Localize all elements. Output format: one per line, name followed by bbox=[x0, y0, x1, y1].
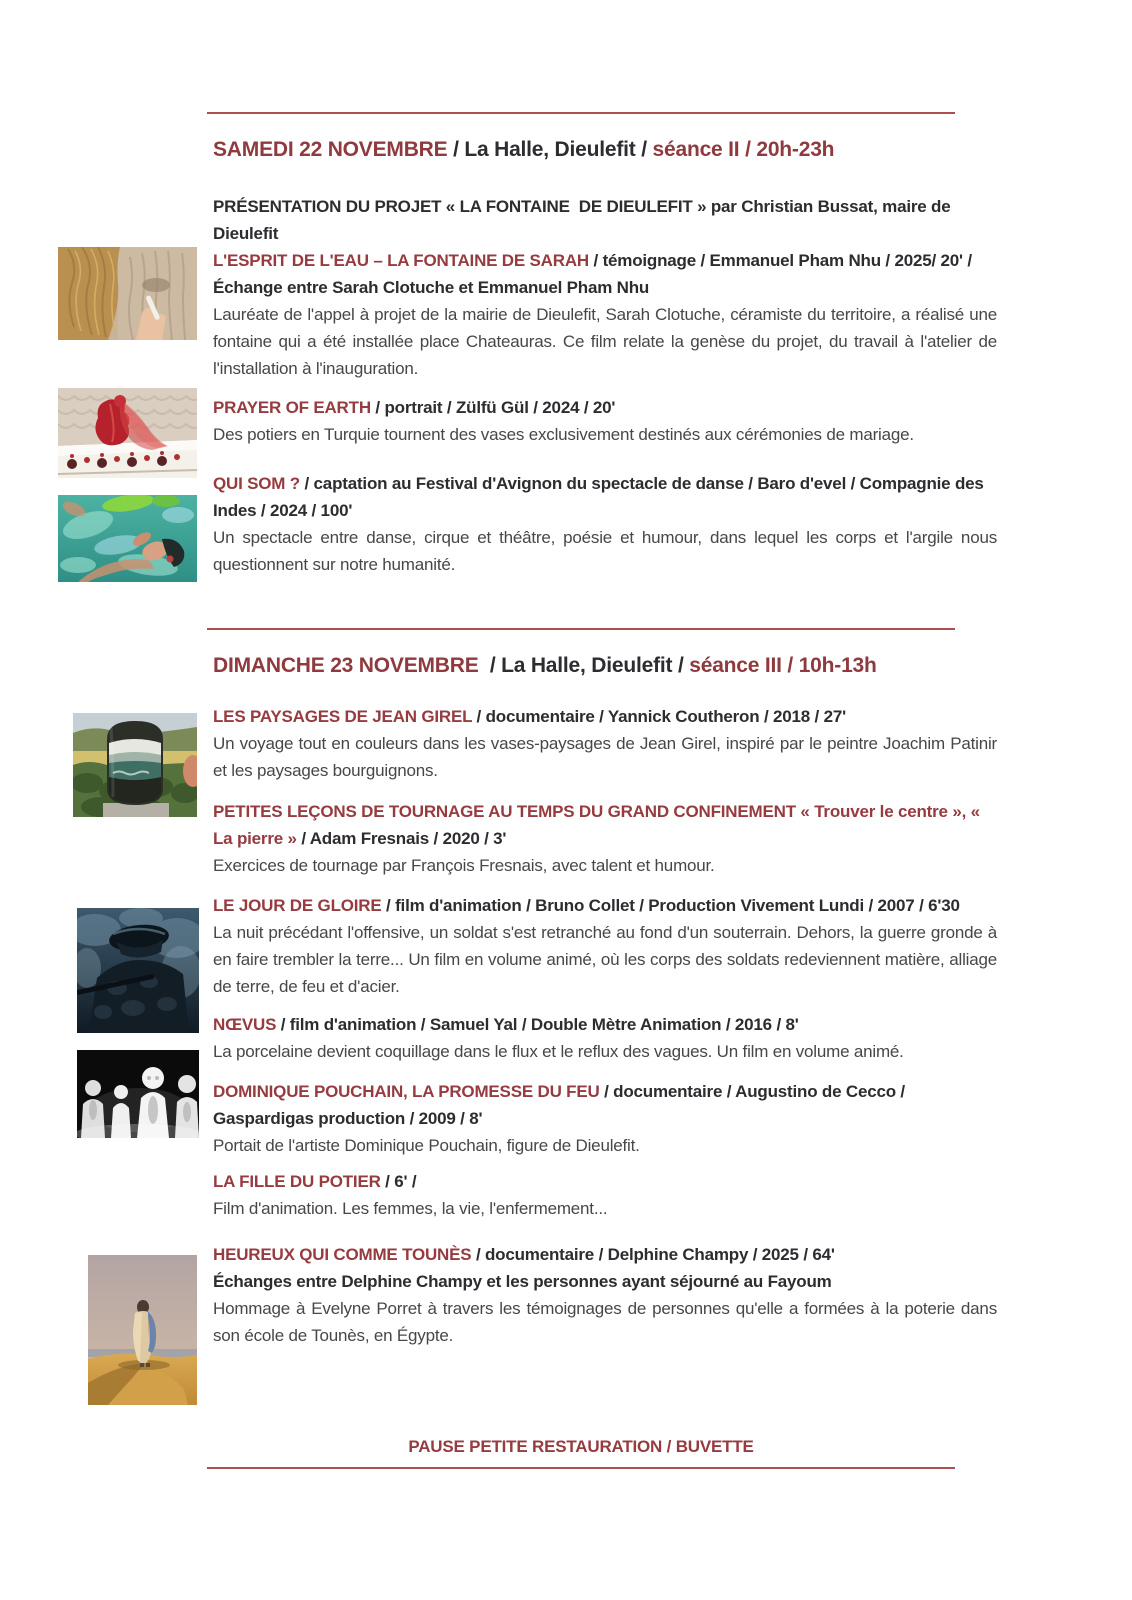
entry-meta: / film d'animation / Bruno Collet / Production Vivement Lundi / 2007 / 6'30 bbox=[381, 896, 960, 915]
film-entry-fille-du-potier bbox=[213, 1168, 997, 1222]
section-saturday bbox=[213, 112, 997, 628]
sunday-date: DIMANCHE 23 NOVEMBRE bbox=[213, 654, 479, 677]
thumbnail-qui-som bbox=[58, 495, 197, 582]
pause-buvette-label: PAUSE PETITE RESTAURATION / BUVETTE bbox=[408, 1437, 754, 1456]
entry-title: L'ESPRIT DE L'EAU – LA FONTAINE DE SARAH bbox=[213, 251, 589, 270]
saturday-session: séance II / 20h-23h bbox=[652, 138, 835, 161]
section-divider-top bbox=[207, 112, 955, 114]
thumbnail-heureux-tounes bbox=[88, 1255, 197, 1405]
entry-title: DOMINIQUE POUCHAIN, LA PROMESSE DU FEU bbox=[213, 1082, 600, 1101]
entry-meta: / témoignage / Emmanuel Pham Nhu / 2025/ 20' / Échange entre Sarah Clotuche et Emmanuel Pham Nhu bbox=[213, 251, 977, 297]
entry-meta: / documentaire / Delphine Champy / 2025 / 64' bbox=[471, 1245, 835, 1264]
film-entry-qui-som bbox=[213, 470, 997, 578]
entry-title: HEUREUX QUI COMME TOUNÈS bbox=[213, 1245, 472, 1264]
entry-title: QUI SOM ? bbox=[213, 474, 300, 493]
film-entry-paysages-jean-girel bbox=[213, 703, 997, 784]
thumbnail-jour-de-gloire bbox=[77, 908, 199, 1033]
entry-title: LES PAYSAGES DE JEAN GIREL bbox=[213, 707, 473, 726]
entry-title: PRAYER OF EARTH bbox=[213, 398, 371, 417]
entry-description: Un voyage tout en couleurs dans les vases-paysages de Jean Girel, inspiré par le peintre Joachim Patinir et les paysages bourguignons. bbox=[213, 734, 997, 780]
entry-meta: / Adam Fresnais / 2020 / 3' bbox=[296, 829, 507, 848]
thumbnail-noevus bbox=[77, 1050, 199, 1138]
entry-title: LA FILLE DU POTIER bbox=[213, 1172, 381, 1191]
sunday-venue: / La Halle, Dieulefit / bbox=[478, 654, 690, 677]
film-entry-noevus bbox=[213, 1011, 997, 1065]
film-entry-prayer-of-earth bbox=[213, 394, 997, 448]
entry-description: Portait de l'artiste Dominique Pouchain, figure de Dieulefit. bbox=[213, 1136, 640, 1155]
saturday-venue: / La Halle, Dieulefit / bbox=[447, 138, 653, 161]
sunday-heading bbox=[213, 652, 997, 679]
entry-meta: / captation au Festival d'Avignon du spectacle de danse / Baro d'evel / Compagnie des Indes / 2024 / 100' bbox=[213, 474, 989, 520]
entry-title: NŒVUS bbox=[213, 1015, 277, 1034]
entry-description: Hommage à Evelyne Porret à travers les témoignages de personnes qu'elle a formées à la poterie dans son école de Tounès, en Égypte. bbox=[213, 1299, 997, 1345]
saturday-heading bbox=[213, 136, 997, 163]
saturday-date: SAMEDI 22 NOVEMBRE bbox=[213, 138, 448, 161]
entry-description: Exercices de tournage par François Fresnais, avec talent et humour. bbox=[213, 856, 715, 875]
entry-description: Des potiers en Turquie tournent des vases exclusivement destinés aux cérémonies de mariage. bbox=[213, 425, 914, 444]
film-entry-jour-de-gloire bbox=[213, 892, 997, 1000]
thumbnail-esprit-de-leau bbox=[58, 247, 197, 340]
film-entry-heureux-tounes bbox=[213, 1241, 997, 1349]
section-divider-bottom bbox=[207, 1467, 955, 1469]
program-content bbox=[213, 0, 997, 1469]
entry-meta: / documentaire / Yannick Coutheron / 2018 / 27' bbox=[472, 707, 846, 726]
entry-description: Film d'animation. Les femmes, la vie, l'enfermement... bbox=[213, 1199, 608, 1218]
thumbnail-paysages-jean-girel bbox=[73, 713, 197, 817]
section-divider-middle bbox=[207, 628, 955, 630]
entry-description: Un spectacle entre danse, cirque et théâtre, poésie et humour, dans lequel les corps et l'argile nous questionnent sur notre humanité. bbox=[213, 528, 997, 574]
film-entry-presentation bbox=[213, 193, 997, 247]
entry-subtitle: Échanges entre Delphine Champy et les personnes ayant séjourné au Fayoum bbox=[213, 1272, 832, 1291]
entry-meta: PRÉSENTATION DU PROJET « LA FONTAINE DE DIEULEFIT » par Christian Bussat, maire de Dieulefit bbox=[213, 197, 956, 243]
entry-meta: / film d'animation / Samuel Yal / Double Mètre Animation / 2016 / 8' bbox=[276, 1015, 799, 1034]
entry-description: La porcelaine devient coquillage dans le flux et le reflux des vagues. Un film en volume animé. bbox=[213, 1042, 904, 1061]
film-entry-esprit-de-leau bbox=[213, 247, 997, 382]
entry-title: LE JOUR DE GLOIRE bbox=[213, 896, 382, 915]
film-entry-petites-lecons bbox=[213, 798, 997, 879]
entry-title: PETITES LEÇONS DE TOURNAGE AU TEMPS DU GRAND CONFINEMENT « Trouver le centre », « La pierre » bbox=[213, 802, 985, 848]
entry-meta: / 6' / bbox=[380, 1172, 417, 1191]
entry-meta: / documentaire / Augustino de Cecco / Gaspardigas production / 2009 / 8' bbox=[213, 1082, 910, 1128]
entry-description: Lauréate de l'appel à projet de la mairie de Dieulefit, Sarah Clotuche, céramiste du territoire, a réalisé une fontaine qui a été installée place Chateauras. Ce film relate la genèse du projet, du travail à l'atelier de l'installation à l'inauguration. bbox=[213, 305, 997, 378]
sunday-session: séance III / 10h-13h bbox=[689, 654, 877, 677]
entry-description: La nuit précédant l'offensive, un soldat s'est retranché au fond d'un souterrain. Dehors, la guerre gronde à en faire trembler la terre... Un film en volume animé, où les corps des soldats redeviennent matière, alliage de terre, de feu et d'acier. bbox=[213, 923, 997, 996]
section-sunday bbox=[213, 628, 997, 1433]
entry-meta: / portrait / Zülfü Gül / 2024 / 20' bbox=[370, 398, 616, 417]
thumbnail-prayer-of-earth bbox=[58, 388, 197, 478]
film-entry-dominique-pouchain bbox=[213, 1078, 997, 1159]
